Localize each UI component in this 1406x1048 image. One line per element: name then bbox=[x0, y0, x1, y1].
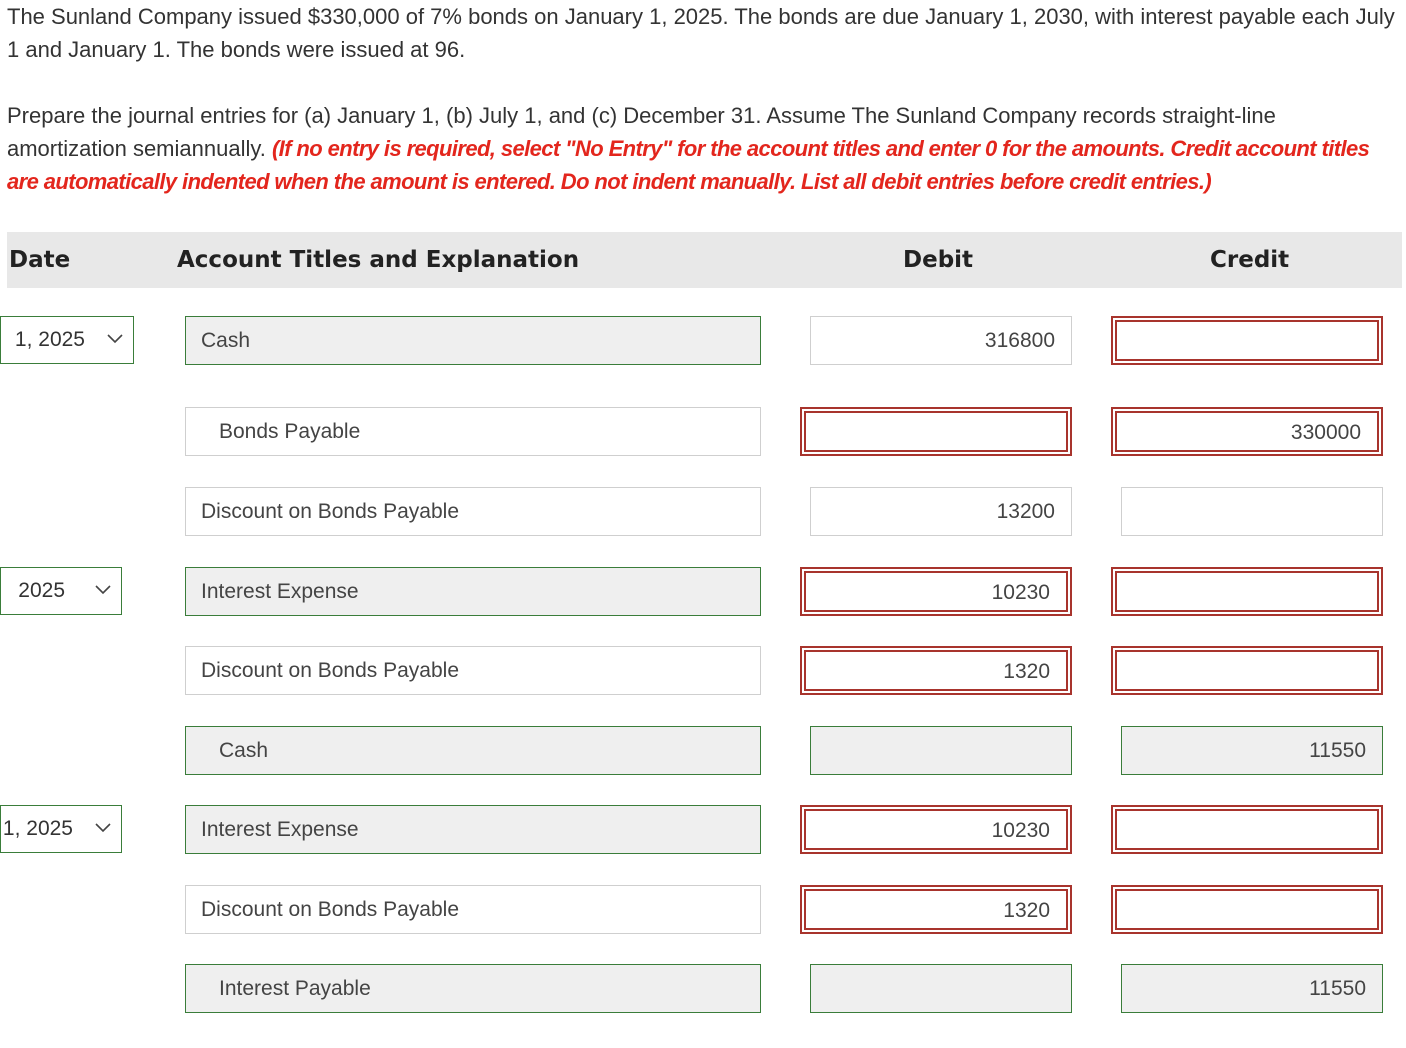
date-select-value: 2025 bbox=[18, 579, 65, 602]
credit-amount-input[interactable] bbox=[1111, 885, 1383, 934]
debit-amount-input[interactable] bbox=[800, 646, 1072, 695]
date-select-entry-c[interactable] bbox=[0, 805, 122, 853]
credit-amount-value bbox=[1361, 330, 1365, 353]
account-title-input[interactable]: Bonds Payable bbox=[185, 407, 761, 456]
date-select-entry-b[interactable] bbox=[0, 567, 122, 615]
debit-amount-value: 10230 bbox=[991, 581, 1050, 604]
debit-amount-input[interactable] bbox=[800, 567, 1072, 616]
problem-statement bbox=[7, 0, 1399, 198]
account-title-input[interactable]: Interest Payable bbox=[185, 964, 761, 1013]
debit-amount-input[interactable] bbox=[810, 726, 1072, 775]
credit-amount-input[interactable] bbox=[1111, 646, 1383, 695]
debit-amount-value bbox=[1050, 421, 1054, 444]
header-date: Date bbox=[9, 247, 71, 273]
account-title-input[interactable]: Discount on Bonds Payable bbox=[185, 487, 761, 536]
debit-amount-input[interactable]: 316800 bbox=[810, 316, 1072, 365]
chevron-down-icon bbox=[95, 823, 111, 833]
account-title-input[interactable]: Discount on Bonds Payable bbox=[185, 646, 761, 695]
date-select-entry-a[interactable] bbox=[0, 316, 134, 364]
header-debit: Debit bbox=[903, 247, 974, 273]
debit-amount-input[interactable]: 13200 bbox=[810, 487, 1072, 536]
problem-instruction-text: (If no entry is required, select "No Entry" for the account titles and enter 0 for the amounts. Credit account titles are automatically indented when the amount is entered. Do not indent manually. List all debit entries before credit entries.) bbox=[7, 136, 1370, 194]
credit-amount-input[interactable] bbox=[1111, 316, 1383, 365]
date-select-value: 1, 2025 bbox=[2, 817, 73, 840]
account-title-input[interactable]: Cash bbox=[185, 316, 761, 365]
problem-paragraph-2 bbox=[7, 99, 1399, 198]
debit-amount-input[interactable] bbox=[800, 805, 1072, 854]
debit-amount-input[interactable] bbox=[800, 407, 1072, 456]
credit-amount-value bbox=[1361, 581, 1365, 604]
account-title-input[interactable]: Interest Expense bbox=[185, 567, 761, 616]
debit-amount-value: 1320 bbox=[1003, 660, 1050, 683]
problem-paragraph-1: The Sunland Company issued $330,000 of 7% bonds on January 1, 2025. The bonds are due January 1, 2030, with interest payable each July 1 and January 1. The bonds were issued at 96. bbox=[7, 4, 1395, 62]
date-select-value: 1, 2025 bbox=[14, 328, 85, 351]
credit-amount-input[interactable]: 11550 bbox=[1121, 726, 1383, 775]
header-account-titles: Account Titles and Explanation bbox=[177, 247, 580, 273]
credit-amount-value bbox=[1361, 899, 1365, 922]
header-credit: Credit bbox=[1210, 247, 1290, 273]
credit-amount-input[interactable]: 11550 bbox=[1121, 964, 1383, 1013]
debit-amount-input[interactable] bbox=[810, 964, 1072, 1013]
account-title-input[interactable]: Interest Expense bbox=[185, 805, 761, 854]
credit-amount-input[interactable] bbox=[1111, 805, 1383, 854]
debit-amount-value: 1320 bbox=[1003, 899, 1050, 922]
chevron-down-icon bbox=[95, 585, 111, 595]
credit-amount-input[interactable] bbox=[1111, 567, 1383, 616]
account-title-input[interactable]: Cash bbox=[185, 726, 761, 775]
problem-task-text: Prepare the journal entries for (a) January 1, (b) July 1, and (c) December 31. Assume The Sunland Company records straight-line amortization semiannually. bbox=[7, 103, 1276, 161]
debit-amount-input[interactable] bbox=[800, 885, 1072, 934]
credit-amount-value bbox=[1361, 660, 1365, 683]
credit-amount-input[interactable] bbox=[1111, 407, 1383, 456]
credit-amount-value bbox=[1361, 819, 1365, 842]
chevron-down-icon bbox=[107, 334, 123, 344]
debit-amount-value: 10230 bbox=[991, 819, 1050, 842]
credit-amount-value: 330000 bbox=[1290, 421, 1361, 444]
account-title-input[interactable]: Discount on Bonds Payable bbox=[185, 885, 761, 934]
credit-amount-input[interactable] bbox=[1121, 487, 1383, 536]
journal-table-header bbox=[7, 232, 1402, 288]
